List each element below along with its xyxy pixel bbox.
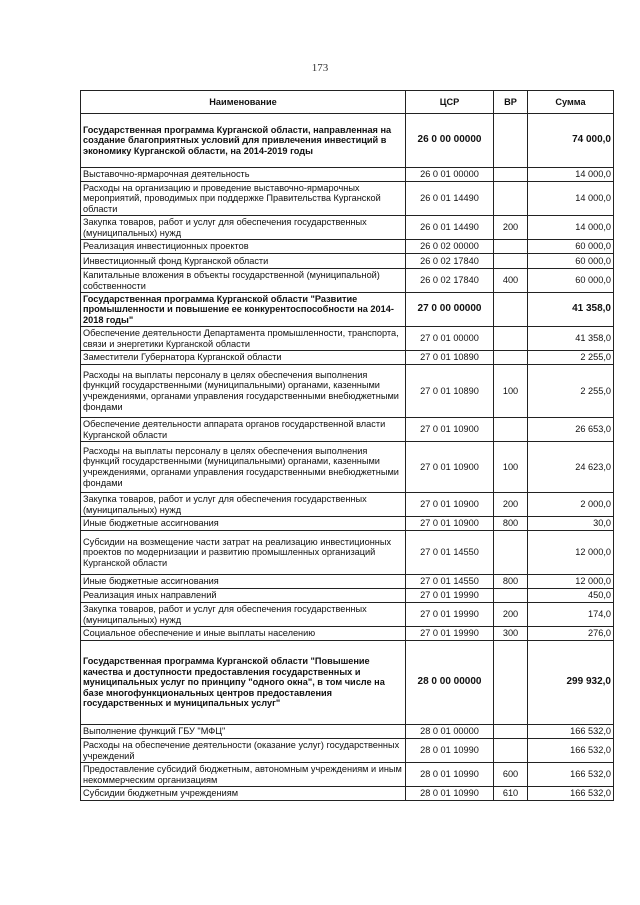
cell-csr: 26 0 02 17840 (406, 254, 494, 269)
header-name: Наименование (81, 91, 406, 114)
cell-sum: 14 000,0 (528, 182, 614, 216)
cell-vr (494, 240, 528, 254)
cell-vr (494, 114, 528, 168)
cell-name: Субсидии на возмещение части затрат на реализацию инвестиционных проектов по модернизации и развитию промышленных организаций Курганской области (81, 531, 406, 575)
table-row (81, 351, 614, 365)
cell-sum: 166 532,0 (528, 787, 614, 801)
cell-name: Закупка товаров, работ и услуг для обеспечения государственных (муниципальных) нужд (81, 493, 406, 517)
cell-csr: 26 0 01 14490 (406, 182, 494, 216)
cell-csr: 26 0 00 00000 (406, 114, 494, 168)
cell-sum: 12 000,0 (528, 575, 614, 589)
cell-vr: 800 (494, 575, 528, 589)
cell-name: Расходы на выплаты персоналу в целях обеспечения выполнения функций государственными (муниципальными) органами, казенными учреждениями, органами управления государственными внебюджетными фондами (81, 365, 406, 418)
cell-name: Субсидии бюджетным учреждениям (81, 787, 406, 801)
cell-sum: 166 532,0 (528, 725, 614, 739)
cell-name: Иные бюджетные ассигнования (81, 575, 406, 589)
cell-vr: 610 (494, 787, 528, 801)
cell-csr: 27 0 01 10900 (406, 517, 494, 531)
header-csr: ЦСР (406, 91, 494, 114)
page-number: 173 (311, 62, 329, 74)
table-row (81, 240, 614, 254)
cell-sum: 26 653,0 (528, 418, 614, 442)
cell-vr (494, 531, 528, 575)
cell-csr: 27 0 01 10900 (406, 493, 494, 517)
cell-csr: 27 0 01 19990 (406, 627, 494, 641)
cell-name: Социальное обеспечение и иные выплаты населению (81, 627, 406, 641)
cell-sum: 299 932,0 (528, 641, 614, 725)
cell-csr: 28 0 01 10990 (406, 739, 494, 763)
cell-name: Выставочно-ярмарочная деятельность (81, 168, 406, 182)
cell-vr (494, 351, 528, 365)
program-row (81, 641, 614, 725)
cell-vr (494, 739, 528, 763)
cell-vr: 200 (494, 493, 528, 517)
cell-name: Предоставление субсидий бюджетным, автономным учреждениям и иным некоммерческим организациям (81, 763, 406, 787)
cell-csr: 26 0 02 00000 (406, 240, 494, 254)
table-row (81, 216, 614, 240)
cell-sum: 276,0 (528, 627, 614, 641)
cell-sum: 450,0 (528, 589, 614, 603)
cell-csr: 28 0 01 10990 (406, 763, 494, 787)
cell-vr: 200 (494, 603, 528, 627)
cell-csr: 27 0 01 10890 (406, 351, 494, 365)
cell-csr: 27 0 01 19990 (406, 603, 494, 627)
table-row (81, 603, 614, 627)
cell-name: Обеспечение деятельности аппарата органов государственной власти Курганской области (81, 418, 406, 442)
cell-sum: 12 000,0 (528, 531, 614, 575)
cell-vr (494, 327, 528, 351)
cell-name: Государственная программа Курганской области, направленная на создание благоприятных условий для привлечения инвестиций в экономику Курганской области, на 2014-2019 годы (81, 114, 406, 168)
cell-name: Инвестиционный фонд Курганской области (81, 254, 406, 269)
table-row (81, 442, 614, 493)
cell-vr (494, 641, 528, 725)
cell-csr: 26 0 01 14490 (406, 216, 494, 240)
cell-csr: 27 0 01 10900 (406, 418, 494, 442)
cell-csr: 28 0 00 00000 (406, 641, 494, 725)
cell-csr: 27 0 01 19990 (406, 589, 494, 603)
cell-name: Расходы на выплаты персоналу в целях обеспечения выполнения функций государственными (муниципальными) органами, казенными учреждениями, органами управления государственными внебюджетными фондами (81, 442, 406, 493)
cell-name: Государственная программа Курганской области "Развитие промышленности и повышение ее конкурентоспособности на 2014-2018 годы" (81, 293, 406, 327)
table-row (81, 418, 614, 442)
table-row (81, 493, 614, 517)
table-row (81, 517, 614, 531)
cell-csr: 28 0 01 00000 (406, 725, 494, 739)
cell-csr: 27 0 01 14550 (406, 575, 494, 589)
table-row (81, 739, 614, 763)
cell-csr: 27 0 01 00000 (406, 327, 494, 351)
cell-csr: 27 0 01 14550 (406, 531, 494, 575)
cell-sum: 74 000,0 (528, 114, 614, 168)
table-header-row (81, 91, 614, 114)
cell-csr: 27 0 01 10890 (406, 365, 494, 418)
cell-vr: 600 (494, 763, 528, 787)
cell-sum: 30,0 (528, 517, 614, 531)
cell-name: Расходы на организацию и проведение выставочно-ярмарочных мероприятий, проводимых при поддержке Правительства Курганской области (81, 182, 406, 216)
cell-name: Обеспечение деятельности Департамента промышленности, транспорта, связи и энергетики Курганской области (81, 327, 406, 351)
cell-vr: 100 (494, 442, 528, 493)
cell-sum: 14 000,0 (528, 216, 614, 240)
header-sum: Сумма (528, 91, 614, 114)
cell-sum: 2 255,0 (528, 351, 614, 365)
table-row (81, 531, 614, 575)
cell-csr: 27 0 00 00000 (406, 293, 494, 327)
table-row (81, 254, 614, 269)
table-row (81, 327, 614, 351)
table-row (81, 365, 614, 418)
cell-name: Закупка товаров, работ и услуг для обеспечения государственных (муниципальных) нужд (81, 216, 406, 240)
table-row (81, 575, 614, 589)
cell-sum: 60 000,0 (528, 254, 614, 269)
cell-csr: 26 0 01 00000 (406, 168, 494, 182)
cell-vr (494, 182, 528, 216)
cell-sum: 166 532,0 (528, 763, 614, 787)
cell-vr: 100 (494, 365, 528, 418)
cell-name: Капитальные вложения в объекты государственной (муниципальной) собственности (81, 269, 406, 293)
cell-vr (494, 168, 528, 182)
cell-sum: 60 000,0 (528, 240, 614, 254)
cell-sum: 2 000,0 (528, 493, 614, 517)
cell-vr: 200 (494, 216, 528, 240)
cell-sum: 41 358,0 (528, 293, 614, 327)
cell-vr (494, 589, 528, 603)
cell-vr (494, 293, 528, 327)
cell-name: Заместители Губернатора Курганской области (81, 351, 406, 365)
cell-sum: 14 000,0 (528, 168, 614, 182)
table-row (81, 787, 614, 801)
cell-name: Иные бюджетные ассигнования (81, 517, 406, 531)
cell-sum: 174,0 (528, 603, 614, 627)
table-row (81, 627, 614, 641)
table-row (81, 182, 614, 216)
cell-vr: 800 (494, 517, 528, 531)
program-row (81, 293, 614, 327)
cell-csr: 27 0 01 10900 (406, 442, 494, 493)
cell-vr: 300 (494, 627, 528, 641)
budget-table (80, 90, 614, 801)
cell-sum: 41 358,0 (528, 327, 614, 351)
table-row (81, 168, 614, 182)
table-row (81, 763, 614, 787)
cell-vr: 400 (494, 269, 528, 293)
cell-name: Закупка товаров, работ и услуг для обеспечения государственных (муниципальных) нужд (81, 603, 406, 627)
cell-name: Расходы на обеспечение деятельности (оказание услуг) государственных учреждений (81, 739, 406, 763)
table-row (81, 269, 614, 293)
cell-sum: 166 532,0 (528, 739, 614, 763)
table-body (81, 114, 614, 801)
cell-sum: 24 623,0 (528, 442, 614, 493)
cell-name: Реализация иных направлений (81, 589, 406, 603)
cell-vr (494, 254, 528, 269)
cell-name: Государственная программа Курганской области "Повышение качества и доступности предоставления государственных и муниципальных услуг по принципу "одного окна", в том числе на базе многофункциональных центров предоставления государственных и муниципальных услуг" (81, 641, 406, 725)
cell-csr: 28 0 01 10990 (406, 787, 494, 801)
cell-name: Реализация инвестиционных проектов (81, 240, 406, 254)
cell-vr (494, 725, 528, 739)
cell-name: Выполнение функций ГБУ "МФЦ" (81, 725, 406, 739)
table-row (81, 589, 614, 603)
table-row (81, 725, 614, 739)
cell-vr (494, 418, 528, 442)
cell-sum: 2 255,0 (528, 365, 614, 418)
program-row (81, 114, 614, 168)
header-vr: ВР (494, 91, 528, 114)
cell-sum: 60 000,0 (528, 269, 614, 293)
cell-csr: 26 0 02 17840 (406, 269, 494, 293)
